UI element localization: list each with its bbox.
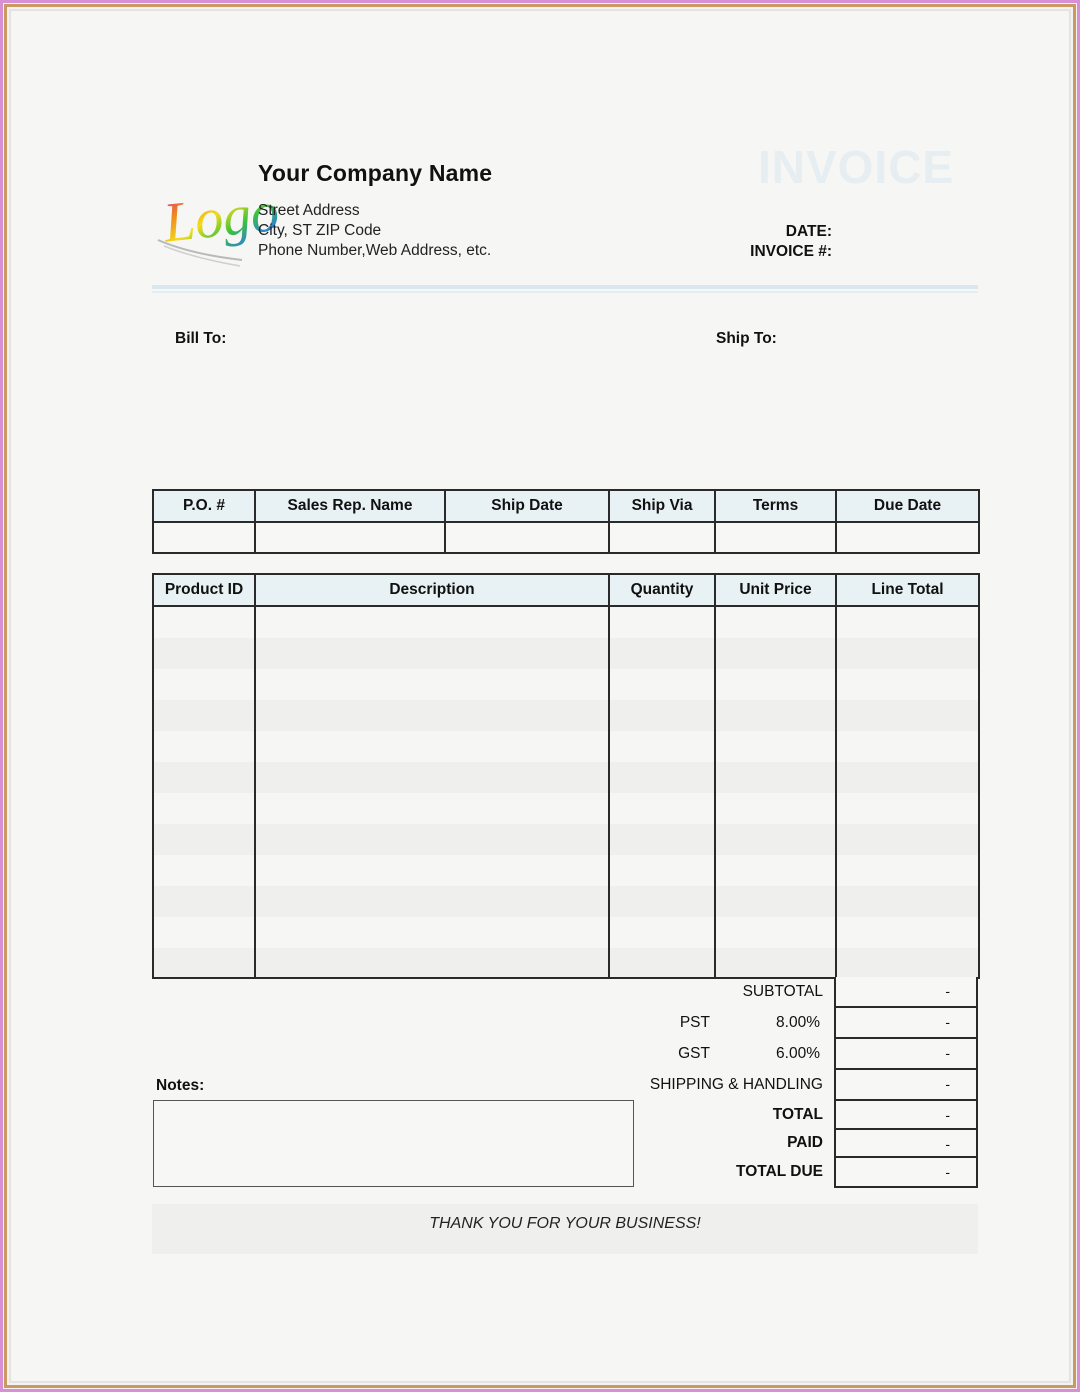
pst-label: PST <box>679 1014 710 1031</box>
product-header-row <box>153 574 979 606</box>
ship-date-header: Ship Date <box>445 490 609 522</box>
thank-you-message: THANK YOU FOR YOUR BUSINESS! <box>429 1215 701 1232</box>
product-id-column[interactable] <box>153 606 255 978</box>
total-label: TOTAL <box>772 1106 823 1123</box>
order-header-row <box>153 490 979 522</box>
header-divider-thin <box>152 291 978 293</box>
pst-rate: 8.00% <box>776 1014 820 1031</box>
company-name: Your Company Name <box>258 160 493 186</box>
due-date-header: Due Date <box>836 490 979 522</box>
line-total-column[interactable] <box>836 606 979 978</box>
invoice-title: INVOICE <box>758 141 955 193</box>
gst-value[interactable]: - <box>834 1039 978 1070</box>
line-total-header: Line Total <box>836 574 979 606</box>
sales-rep-cell[interactable] <box>255 522 445 553</box>
contact-info: Phone Number,Web Address, etc. <box>258 242 492 259</box>
svg-text:Logo: Logo <box>160 180 282 255</box>
gst-rate: 6.00% <box>776 1045 820 1062</box>
notes-label: Notes: <box>156 1077 205 1094</box>
due-date-cell[interactable] <box>836 522 979 553</box>
date-label: DATE: <box>785 223 832 240</box>
total-value[interactable]: - <box>834 1101 978 1130</box>
quantity-column[interactable] <box>609 606 715 978</box>
street-address: Street Address <box>258 202 360 219</box>
subtotal-label: SUBTOTAL <box>742 983 823 1000</box>
header-divider <box>152 285 978 289</box>
gst-label: GST <box>678 1045 710 1062</box>
description-header: Description <box>255 574 609 606</box>
sales-rep-header: Sales Rep. Name <box>255 490 445 522</box>
city-state-zip: City, ST ZIP Code <box>258 222 382 239</box>
total-due-label: TOTAL DUE <box>736 1163 823 1180</box>
company-logo <box>150 162 282 270</box>
bill-to-label: Bill To: <box>175 330 227 347</box>
shipping-label: SHIPPING & HANDLING <box>649 1076 823 1093</box>
quantity-header: Quantity <box>609 574 715 606</box>
po-number-header: P.O. # <box>153 490 255 522</box>
shipping-value[interactable]: - <box>834 1070 978 1101</box>
ship-via-header: Ship Via <box>609 490 715 522</box>
ship-to-label: Ship To: <box>716 330 777 347</box>
unit-price-header: Unit Price <box>715 574 836 606</box>
paid-label: PAID <box>787 1134 823 1151</box>
total-due-value[interactable]: - <box>834 1158 978 1188</box>
subtotal-value[interactable]: - <box>834 977 978 1008</box>
paid-value[interactable]: - <box>834 1130 978 1158</box>
terms-header: Terms <box>715 490 836 522</box>
unit-price-column[interactable] <box>715 606 836 978</box>
product-id-header: Product ID <box>153 574 255 606</box>
ship-date-cell[interactable] <box>445 522 609 553</box>
notes-field[interactable] <box>153 1100 634 1187</box>
order-value-row <box>153 522 979 553</box>
po-number-cell[interactable] <box>153 522 255 553</box>
invoice-number-label: INVOICE #: <box>750 243 832 260</box>
order-info-table <box>152 489 980 554</box>
ship-via-cell[interactable] <box>609 522 715 553</box>
pst-value[interactable]: - <box>834 1008 978 1039</box>
product-body-row <box>153 606 979 978</box>
description-column[interactable] <box>255 606 609 978</box>
terms-cell[interactable] <box>715 522 836 553</box>
product-table <box>152 573 980 979</box>
